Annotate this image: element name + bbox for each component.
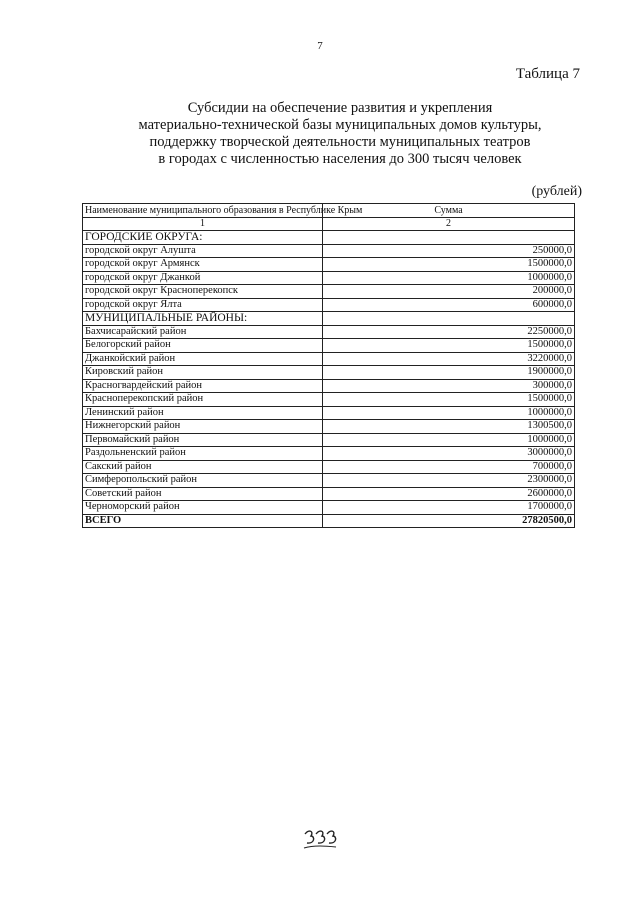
amount-value: 250000,0 <box>323 244 575 258</box>
amount-value: 1300500,0 <box>323 420 575 434</box>
units-label: (рублей) <box>531 184 582 199</box>
entity-name: Нижнегорский район <box>83 420 323 434</box>
title-line: в городах с численностью населения до 300 тысяч человек <box>158 151 522 167</box>
section-row <box>83 312 575 326</box>
column-number: 1 <box>83 217 323 231</box>
entity-name: Красноперекопский район <box>83 393 323 407</box>
amount-value: 600000,0 <box>323 298 575 312</box>
entity-name: Черноморский район <box>83 501 323 515</box>
amount-value: 700000,0 <box>323 460 575 474</box>
table-body <box>83 217 575 528</box>
amount-value: 1700000,0 <box>323 501 575 515</box>
table-row <box>83 406 575 420</box>
column-number-row <box>83 217 575 231</box>
table-row <box>83 433 575 447</box>
subsidies-table <box>82 203 575 528</box>
entity-name: городской округ Джанкой <box>83 271 323 285</box>
amount-value: 1500000,0 <box>323 339 575 353</box>
page-number: 7 <box>317 40 323 52</box>
entity-name: Ленинский район <box>83 406 323 420</box>
title-line: Субсидии на обеспечение развития и укрепления <box>187 100 493 116</box>
document-title <box>80 100 600 168</box>
entity-name: Симферопольский район <box>83 474 323 488</box>
table-row <box>83 298 575 312</box>
entity-name: Советский район <box>83 487 323 501</box>
table-row <box>83 271 575 285</box>
table-row <box>83 379 575 393</box>
entity-name: Кировский район <box>83 366 323 380</box>
entity-name: городской округ Алушта <box>83 244 323 258</box>
handwritten-page-number <box>302 826 338 856</box>
entity-name: городской округ Ялта <box>83 298 323 312</box>
amount-value: 1000000,0 <box>323 271 575 285</box>
table-row <box>83 460 575 474</box>
table-row <box>83 501 575 515</box>
amount-value: 2600000,0 <box>323 487 575 501</box>
amount-value: 27820500,0 <box>323 514 575 528</box>
table-row <box>83 285 575 299</box>
section-row <box>83 231 575 245</box>
amount-value: 2250000,0 <box>323 325 575 339</box>
entity-name: Первомайский район <box>83 433 323 447</box>
table-row <box>83 366 575 380</box>
header-name: Наименование муниципального образования в Республике Крым <box>83 204 323 218</box>
total-row <box>83 514 575 528</box>
title-line: поддержку творческой деятельности муниципальных театров <box>149 134 531 150</box>
table-row <box>83 244 575 258</box>
entity-name: Сакский район <box>83 460 323 474</box>
column-number: 2 <box>323 217 575 231</box>
amount-value: 2300000,0 <box>323 474 575 488</box>
entity-name: Раздольненский район <box>83 447 323 461</box>
table-row <box>83 339 575 353</box>
entity-name: городской округ Красноперекопск <box>83 285 323 299</box>
amount-value: 3220000,0 <box>323 352 575 366</box>
table-row <box>83 420 575 434</box>
title-line: материально-технической базы муниципальных домов культуры, <box>138 117 542 133</box>
amount-value: 300000,0 <box>323 379 575 393</box>
table-row <box>83 487 575 501</box>
amount-value: 200000,0 <box>323 285 575 299</box>
table-row <box>83 352 575 366</box>
entity-name: Джанкойский район <box>83 352 323 366</box>
amount-value: 1500000,0 <box>323 393 575 407</box>
entity-name: Бахчисарайский район <box>83 325 323 339</box>
amount-value: 1000000,0 <box>323 406 575 420</box>
amount-value: 3000000,0 <box>323 447 575 461</box>
amount-value: 1900000,0 <box>323 366 575 380</box>
section-label: ГОРОДСКИЕ ОКРУГА: <box>83 231 323 245</box>
entity-name: Белогорский район <box>83 339 323 353</box>
table-row <box>83 393 575 407</box>
entity-name: ВСЕГО <box>83 514 323 528</box>
header-sum: Сумма <box>323 204 575 218</box>
entity-name: Красногвардейский район <box>83 379 323 393</box>
section-empty-cell <box>323 312 575 326</box>
table-row <box>83 258 575 272</box>
table-row <box>83 325 575 339</box>
section-label: МУНИЦИПАЛЬНЫЕ РАЙОНЫ: <box>83 312 323 326</box>
table-label: Таблица 7 <box>515 66 580 82</box>
table-header-row <box>83 204 575 218</box>
table-row <box>83 474 575 488</box>
amount-value: 1000000,0 <box>323 433 575 447</box>
section-empty-cell <box>323 231 575 245</box>
entity-name: городской округ Армянск <box>83 258 323 272</box>
table-row <box>83 447 575 461</box>
amount-value: 1500000,0 <box>323 258 575 272</box>
